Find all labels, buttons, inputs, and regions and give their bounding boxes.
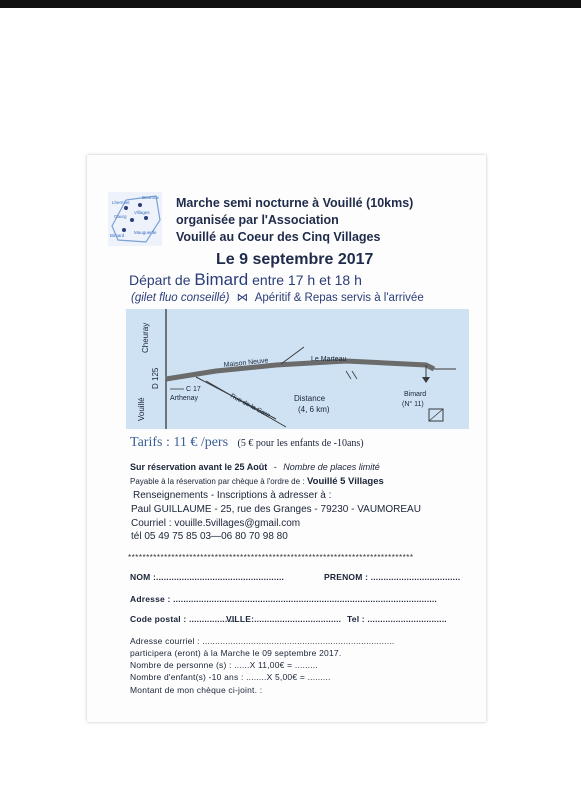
contact-email: Courriel : vouille.5villages@gmail.com: [131, 518, 301, 529]
event-title: Marche semi nocturne à Vouillé (10kms): [176, 196, 414, 210]
map-label-distance-value: (4, 6 km): [298, 405, 330, 414]
map-label-distance: Distance: [294, 394, 326, 403]
pricing-line: [130, 435, 364, 451]
contact-heading: Renseignements - Inscriptions à adresser à :: [133, 490, 332, 501]
map-label-cheuray: Cheuray: [141, 322, 150, 353]
route-map: [126, 309, 469, 429]
payment-instructions: Payable à la réservation par chèque à l'ordre de :: [130, 477, 305, 486]
contact-phone: tél 05 49 75 85 03—06 80 70 98 80: [131, 531, 288, 542]
logo-word: Bouroux: [142, 195, 159, 200]
map-label-c17: C 17: [186, 386, 201, 393]
form-courriel-field: Adresse courriel : ...........................................................................: [130, 636, 395, 646]
map-label-rue-gare: Rue de la Gare: [229, 392, 272, 420]
map-label-vouille: Vouillé: [137, 397, 146, 421]
places-limited: Nombre de places limité: [283, 462, 380, 472]
event-date: Le 9 septembre 2017: [216, 251, 374, 268]
departure-time: entre 17 h et 18 h: [252, 272, 362, 288]
departure-prefix: Départ de: [129, 272, 191, 288]
form-nb-enfants: Nombre d'enfant(s) -10 ans : ........X 5,00€ = .........: [130, 672, 331, 682]
logo-word: Lhermiet: [112, 200, 130, 205]
payee-name: Vouillé 5 Villages: [307, 476, 384, 487]
contact-address: Paul GUILLAUME - 25, rue des Granges - 79230 - VAUMOREAU: [131, 504, 421, 515]
departure-line: [129, 270, 362, 290]
form-prenom-field: PRENOM : ...................................: [324, 572, 461, 582]
departure-place: Bimard: [194, 270, 249, 289]
form-tel-field: Tel : ...............................: [347, 614, 447, 624]
logo-word: Villages: [134, 210, 150, 215]
map-label-le-marteau: Le Marteau: [311, 356, 347, 363]
logo-word: Bimard: [110, 233, 125, 238]
gilet-note: (gilet fluo conseillé): [131, 292, 230, 304]
map-label-maison-neuve: Maison Neuve: [223, 357, 269, 369]
association-logo: [106, 190, 164, 248]
map-label-d125: D 125: [151, 367, 160, 389]
separator: -: [273, 462, 277, 472]
reservation-deadline-line: [130, 462, 380, 472]
price-children: (5 € pour les enfants de -10ans): [237, 438, 364, 449]
map-label-bimard: Bimard: [404, 391, 427, 398]
aperitif-note: Apéritif & Repas servis à l'arrivée: [254, 292, 424, 304]
organizer-line: organisée par l'Association: [176, 213, 339, 227]
form-nb-personnes: Nombre de personne (s) : ......X 11,00€ = .........: [130, 660, 318, 670]
logo-word: Mauguerite: [134, 230, 157, 235]
form-ville-field: VILLE:..................................: [226, 614, 342, 624]
info-line: [131, 290, 424, 304]
reservation-deadline: Sur réservation avant le 25 Août: [130, 462, 268, 472]
map-label-bimard-num: (N° 11): [402, 401, 424, 408]
form-adresse-field: Adresse : .......................................................................................................: [130, 594, 437, 604]
form-nom-field: NOM :..................................................: [130, 572, 285, 582]
price-adult: Tarifs : 11 € /pers: [130, 435, 229, 450]
logo-word: Gaurg: [114, 214, 127, 219]
form-montant: Montant de mon chèque ci-joint. :: [130, 685, 263, 695]
association-name: Vouillé au Coeur des Cinq Villages: [176, 230, 381, 244]
cut-line: *******************************************************************************: [128, 553, 414, 562]
map-label-arthenay: Arthenay: [170, 395, 199, 402]
payment-line: [130, 476, 384, 487]
form-participation: participera (eront) à la Marche le 09 septembre 2017.: [130, 648, 342, 658]
arrow-icon: ⋈: [236, 292, 249, 304]
form-code-postal-field: Code postal : ..................: [130, 614, 236, 624]
scan-top-edge: [0, 0, 581, 8]
